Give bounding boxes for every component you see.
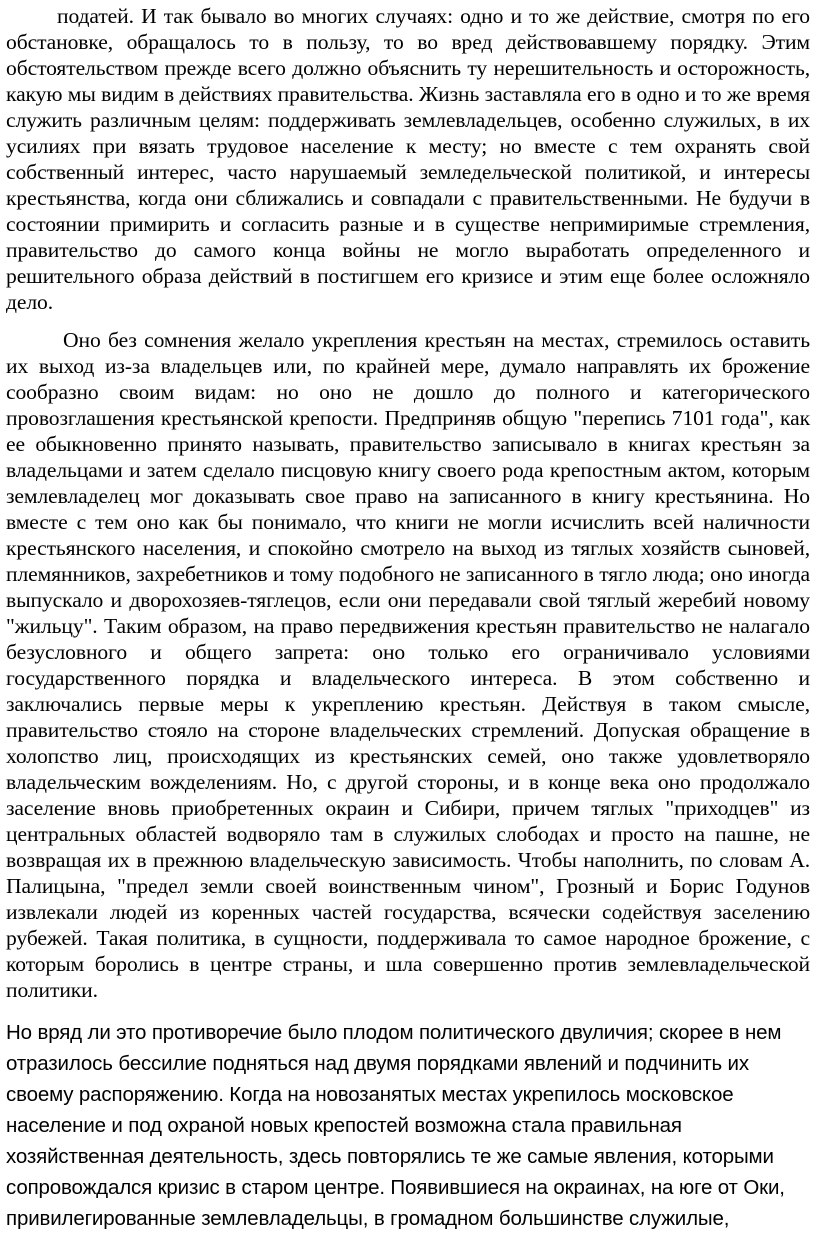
paragraph-1: податей. И так бывало во многих случаях: одно и то же действие, смотря по его обстановке, обращалось то в пользу, то во вред действовавшему порядку. Этим обстоятельством прежде всего должно объяснить ту нерешительность и осторожность, какую мы видим в действиях правительства. Жизнь заставляла его в одно и то же время служить различным целям: поддерживать землевладельцев, особенно служилых, в их усилиях при вязать трудовое население к месту; но вместе с тем охранять свой собственный интерес, часто нарушаемый земледельческой политикой, и интересы крестьянства, когда они сближались и совпадали с правительственными. Не будучи в состоянии примирить и согласить разные и в существе непримиримые стремления, правительство до самого конца войны не могло выработать определенного и решительного образа действий в постигшем его кризисе и этим еще более осложняло дело. — [6, 4, 810, 314]
paragraph-2: Оно без сомнения желало укрепления крестьян на местах, стремилось оставить их выход из-за владельцев или, по крайней мере, думало направлять их брожение сообразно своим видам: но оно не дошло до полного и категорического провозглашения крестьянской крепости. Предприняв общую "перепись 7101 года", как ее обыкновенно принято называть, правительство записывало в книгах крестьян за владельцами и затем сделало писцовую книгу своего рода крепостным актом, которым землевладелец мог доказывать свое право на записанного в книгу крестьянина. Но вместе с тем оно как бы понимало, что книги не могли исчислить всей наличности крестьянского населения, и спокойно смотрело на выход из тяглых хозяйств сыновей, племянников, захребетников и тому подобного не записанного в тягло люда; оно иногда выпускало и дворохозяев-тяглецов, если они передавали свой тяглый жеребий новому "жильцу". Таким образом, на право передвижения крестьян правительство не налагало безусловного и общего запрета: оно только его ограничивало условиями государственного порядка и владельческого интереса. В этом собственно и заключались первые меры к укреплению крестьян. Действуя в таком смысле, правительство стояло на стороне владельческих стремлений. Допуская обращение в холопство лиц, происходящих из крестьянских семей, оно также удовлетворяло владельческим вожделениям. Но, с другой стороны, и в конце века оно продолжало заселение вновь приобретенных окраин и Сибири, причем тяглых "приходцев" из центральных областей водворяло там в служилых слободах и просто на пашне, не возвращая их в прежнюю владельческую зависимость. Чтобы наполнить, по словам А. Палицына, "предел земли своей воинственным чином", Грозный и Борис Годунов извлекали людей из коренных частей государства, всячески содействуя заселению рубежей. Такая политика, в сущности, поддерживала то самое народное брожение, с которым боролись в центре страны, и шла совершенно против землевладельческой политики. — [6, 328, 810, 1002]
paragraph-3: Но вряд ли это противоречие было плодом политического двуличия; скорее в нем отразилось бессилие подняться над двумя порядками явлений и подчинить их своему распоряжению. Когда на новозанятых местах укрепилось московское население и под охраной новых крепостей возможна стала правильная хозяйственная деятельность, здесь повторялись те же самые явления, которыми сопровождался кризис в старом центре. Появившиеся на окраинах, на юге от Оки, привилегированные землевладельцы, в громадном большинстве служилые, — [6, 1021, 785, 1230]
